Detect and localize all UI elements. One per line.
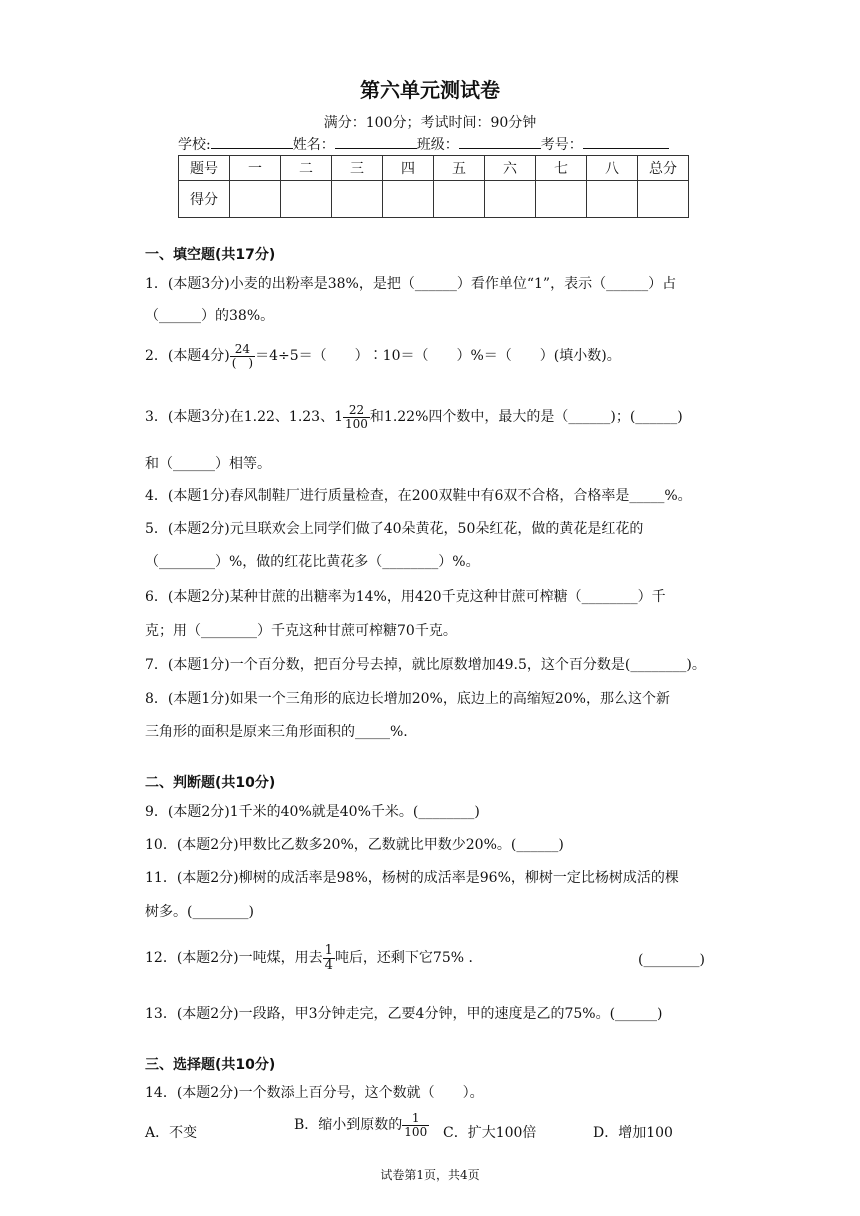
class-label: 班级： [416, 137, 459, 153]
fraction [323, 944, 335, 972]
score-table-header-row [179, 156, 689, 181]
question-12-prefix: 12．(本题2分)一吨煤，用去 [145, 950, 323, 967]
section-heading-fill-in: 一、填空题(共17分) [145, 247, 276, 263]
score-cell[interactable] [485, 181, 536, 218]
number-field[interactable] [583, 134, 669, 149]
page-footer: 试卷第1页，共4页 [380, 1168, 480, 1182]
score-header-cell: 二 [281, 156, 332, 181]
question-2-suffix: ＝4÷5＝（ ）∶10＝（ ）%＝（ ）(填小数)。 [255, 348, 621, 365]
exam-subtitle: 满分：100分；考试时间：90分钟 [323, 115, 537, 131]
question-12-suffix: 吨后，还剩下它75% ． [334, 950, 483, 967]
question-9: 9．(本题2分)1千米的40%就是40%千米。(________) [145, 804, 480, 820]
score-header-cell: 题号 [179, 156, 230, 181]
fraction-denominator: 4 [324, 957, 333, 973]
question-3-suffix: 和1.22%四个数中，最大的是（______)；(______) [369, 409, 683, 426]
class-field[interactable] [459, 134, 541, 149]
question-7: 7．(本题1分)一个百分数，把百分号去掉，就比原数增加49.5，这个百分数是(________)。 [145, 657, 706, 673]
school-label: 学校: [178, 137, 211, 153]
page-title: 第六单元测试卷 [360, 78, 500, 102]
score-header-cell: 总分 [638, 156, 689, 181]
score-cell[interactable] [434, 181, 485, 218]
option-b-text: B．缩小到原数的 [294, 1117, 403, 1134]
question-6-line-1: 6．(本题2分)某种甘蔗的出糖率为14%，用420千克这种甘蔗可榨糖（________）千 [145, 589, 666, 605]
fraction [402, 1112, 429, 1138]
score-header-cell: 六 [485, 156, 536, 181]
score-cell[interactable] [281, 181, 332, 218]
score-header-cell: 一 [230, 156, 281, 181]
number-label: 考号： [540, 137, 583, 153]
score-header-cell: 七 [536, 156, 587, 181]
question-5-line-1: 5．(本题2分)元旦联欢会上同学们做了40朵黄花，50朵红花，做的黄花是红花的 [145, 521, 644, 537]
fraction-denominator: 100 [404, 1124, 428, 1139]
question-6-line-2: 克；用（________）千克这种甘蔗可榨糖70千克。 [145, 623, 457, 639]
score-table [178, 155, 689, 218]
score-cell[interactable] [638, 181, 689, 218]
score-header-cell: 八 [587, 156, 638, 181]
question-3-line-1 [145, 404, 683, 430]
score-header-cell: 五 [434, 156, 485, 181]
student-info-line [178, 134, 669, 154]
fraction-denominator: ( ) [231, 355, 254, 370]
question-2 [145, 343, 621, 369]
question-8-line-1: 8．(本题1分)如果一个三角形的底边长增加20%，底边上的高缩短20%，那么这个新 [145, 691, 670, 707]
fraction-numerator: 1 [324, 943, 333, 958]
score-header-cell: 四 [383, 156, 434, 181]
question-14-option-b[interactable] [294, 1112, 429, 1138]
question-11-line-1: 11．(本题2分)柳树的成活率是98%，杨树的成活率是96%，柳树一定比杨树成活的棵 [145, 870, 679, 886]
score-cell[interactable] [383, 181, 434, 218]
question-8-line-2: 三角形的面积是原来三角形面积的_____%. [145, 724, 408, 740]
fraction-numerator: 22 [343, 404, 370, 418]
question-14: 14．(本题2分)一个数添上百分号，这个数就（ ）。 [145, 1085, 484, 1101]
question-14-option-a[interactable]: A．不变 [145, 1125, 198, 1141]
question-14-option-d[interactable]: D．增加100 [593, 1125, 673, 1141]
section-heading-true-false: 二、判断题(共10分) [145, 775, 276, 791]
fraction-denominator: 100 [345, 416, 368, 431]
name-field[interactable] [335, 134, 417, 149]
question-12-answer: (________) [638, 952, 705, 968]
question-11-line-2: 树多。(________) [145, 904, 254, 920]
question-14-option-c[interactable]: C．扩大100倍 [443, 1125, 537, 1141]
fraction [230, 343, 255, 369]
question-3-prefix: 3．(本题3分)在1.22、1.23、1 [145, 409, 343, 426]
question-12 [145, 944, 483, 972]
score-row-label: 得分 [179, 181, 230, 218]
question-1-line-2: （______）的38%。 [145, 308, 275, 324]
question-5-line-2: （________）%，做的红花比黄花多（________）%。 [145, 554, 480, 570]
score-cell[interactable] [587, 181, 638, 218]
fraction-numerator: 1 [402, 1112, 429, 1126]
question-13: 13．(本题2分)一段路，甲3分钟走完，乙要4分钟，甲的速度是乙的75%。(______) [145, 1006, 663, 1022]
question-1-line-1: 1．(本题3分)小麦的出粉率是38%，是把（______）看作单位“1”，表示（______）占 [145, 276, 677, 292]
score-header-cell: 三 [332, 156, 383, 181]
question-3-line-2: 和（______）相等。 [145, 456, 271, 472]
fraction-numerator: 24 [230, 343, 255, 357]
question-2-prefix: 2．(本题4分) [145, 348, 230, 365]
question-10: 10．(本题2分)甲数比乙数多20%，乙数就比甲数少20%。(______) [145, 837, 564, 853]
score-table-score-row [179, 181, 689, 218]
section-heading-multiple-choice: 三、选择题(共10分) [145, 1057, 276, 1073]
question-4: 4．(本题1分)春风制鞋厂进行质量检查，在200双鞋中有6双不合格，合格率是_____%。 [145, 488, 692, 504]
school-field[interactable] [211, 134, 293, 149]
name-label: 姓名： [292, 137, 335, 153]
score-cell[interactable] [536, 181, 587, 218]
score-cell[interactable] [332, 181, 383, 218]
score-cell[interactable] [230, 181, 281, 218]
fraction [343, 404, 370, 430]
